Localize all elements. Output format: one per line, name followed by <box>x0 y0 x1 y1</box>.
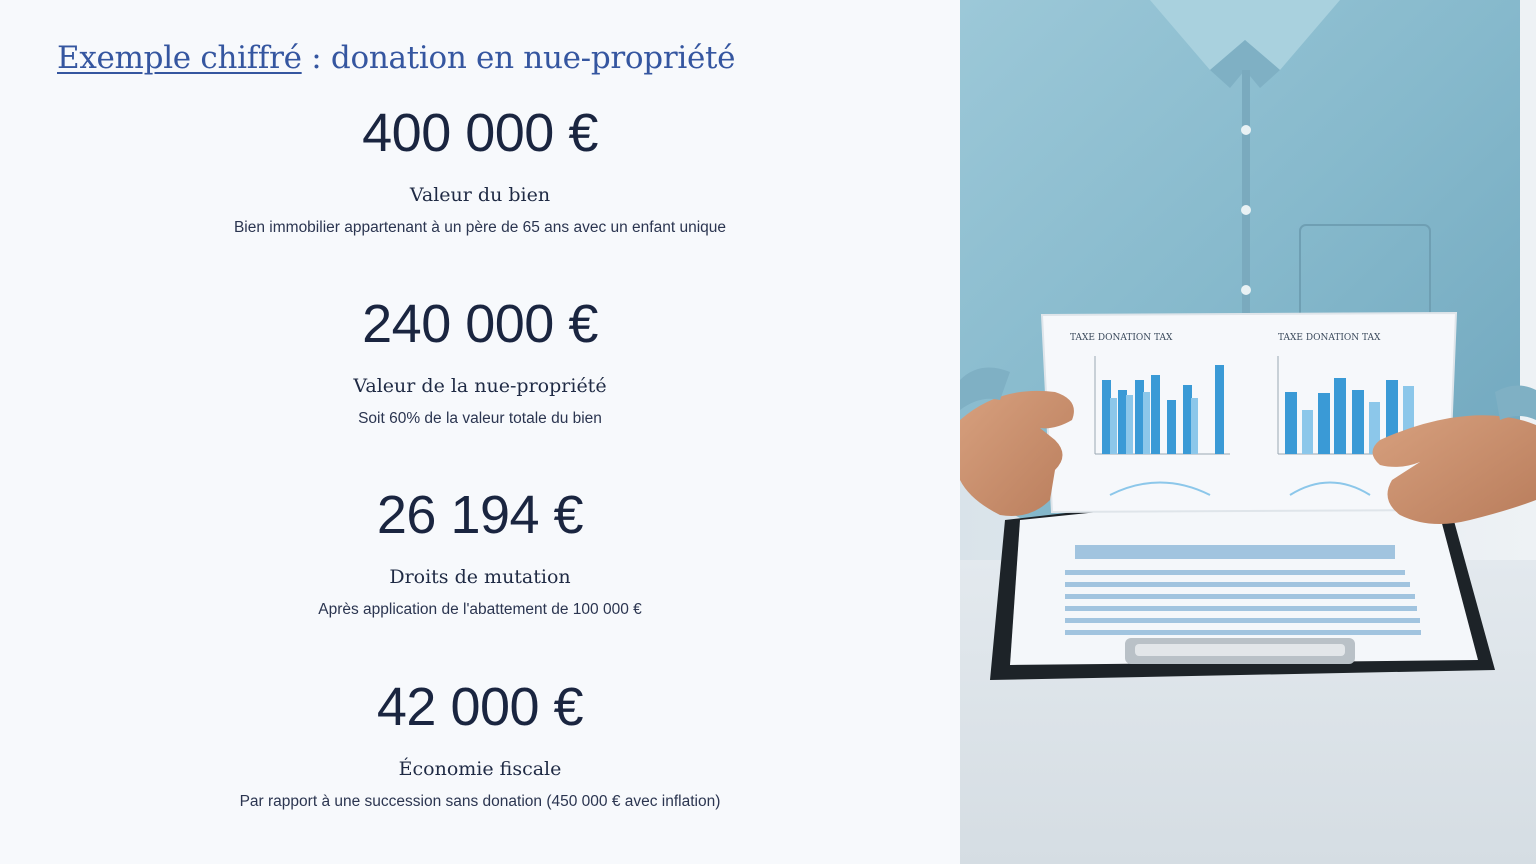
stat-label: Économie fiscale <box>398 758 562 780</box>
stat-value: 26 194 € <box>376 485 584 545</box>
stat-description: Soit 60% de la valeur totale du bien <box>358 410 602 427</box>
photo-chart-title-left: TAXE DONATION TAX <box>1070 333 1173 343</box>
stat-description: Bien immobilier appartenant à un père de 65 ans avec un enfant unique <box>233 219 727 236</box>
title-rest: : donation en nue-propriété <box>301 40 736 76</box>
stat-value: 42 000 € <box>376 677 584 737</box>
stat-description: Après application de l'abattement de 100 000 € <box>318 601 642 618</box>
page-title <box>57 40 735 76</box>
stat-description: Par rapport à une succession sans donation (450 000 € avec inflation) <box>239 793 721 810</box>
stat-block <box>0 485 960 620</box>
stat-block <box>0 677 960 812</box>
stat-label: Valeur du bien <box>409 184 551 206</box>
stat-value: 400 000 € <box>362 103 598 163</box>
stat-label: Valeur de la nue-propriété <box>353 375 607 397</box>
stat-label: Droits de mutation <box>389 566 571 588</box>
title-link[interactable]: Exemple chiffré <box>57 40 302 76</box>
photo-chart-title-right: TAXE DONATION TAX <box>1278 333 1381 343</box>
stat-value: 240 000 € <box>362 294 598 354</box>
man-reading-report-photo <box>960 0 1536 864</box>
stat-block <box>0 294 960 429</box>
stat-block <box>0 103 960 238</box>
